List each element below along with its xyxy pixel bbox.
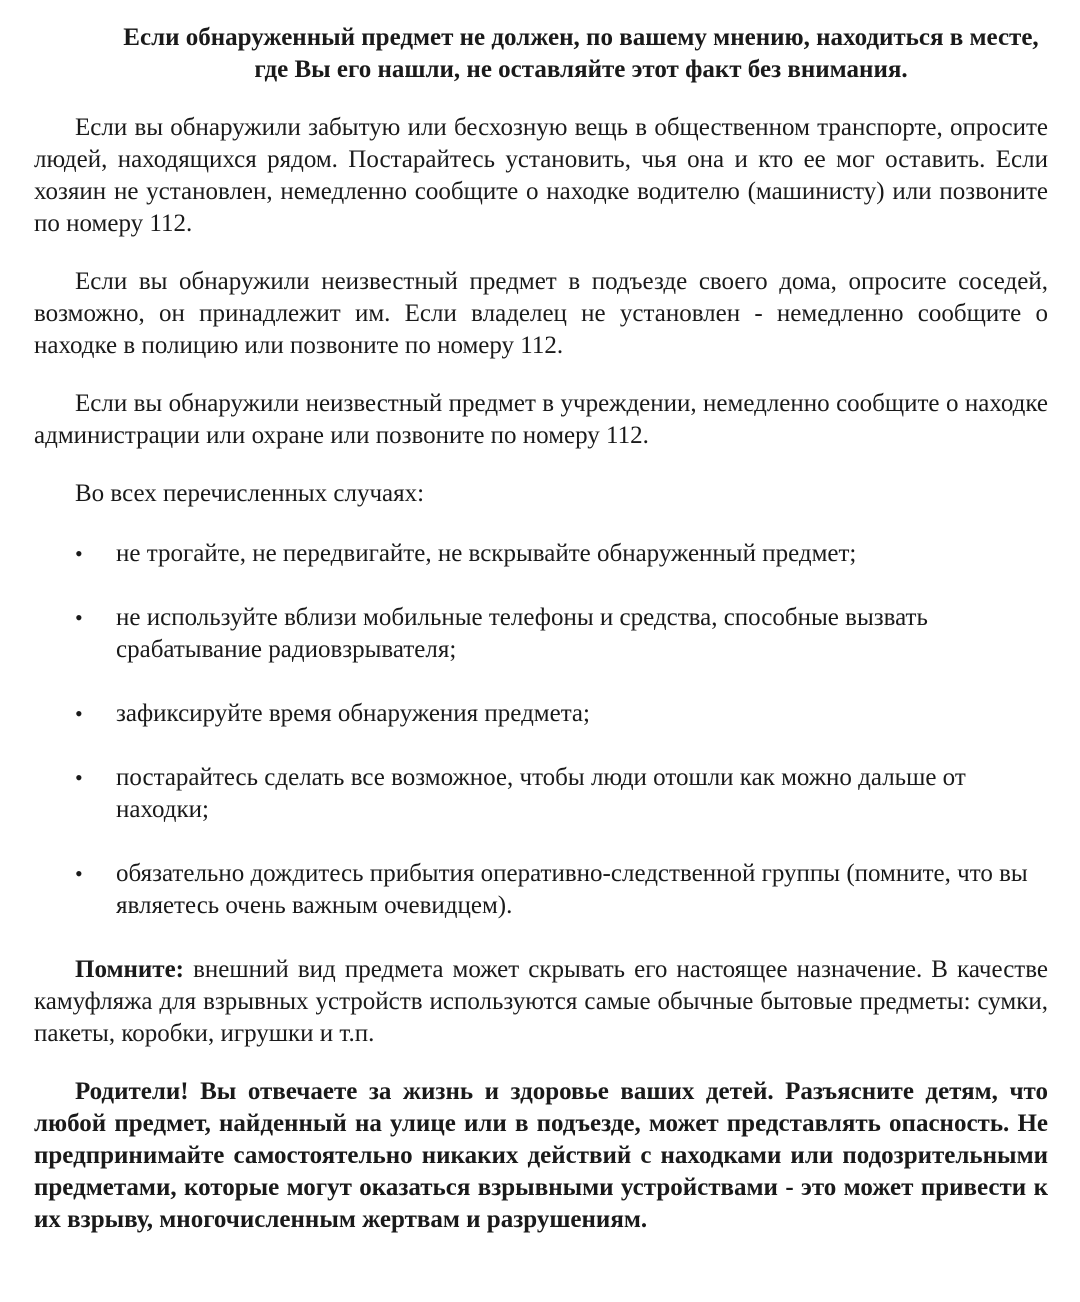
bullet-icon: • [75,605,83,630]
instructions-list [34,538,1048,922]
list-item [34,858,1048,922]
list-item-text: зафиксируйте время обнаружения предмета; [116,700,590,727]
document-page [34,22,1048,1262]
bullet-icon: • [75,541,83,566]
list-item [34,602,1048,666]
list-item [34,538,1048,570]
paragraph-remember [34,954,1048,1050]
list-intro: Во всех перечисленных случаях: [75,480,425,507]
list-item-text: обязательно дождитесь прибытия оперативно-следственной группы (помните, что вы являетесь очень важным очевидцем). [116,860,1028,919]
paragraph-institution: Если вы обнаружили неизвестный предмет в учреждении, немедленно сообщите о находке администрации или охране или позвоните по номеру 112. [34,390,1048,449]
list-item [34,698,1048,730]
list-item [34,762,1048,826]
list-item-text: не трогайте, не передвигайте, не вскрывайте обнаруженный предмет; [116,540,857,567]
bullet-icon: • [75,701,83,726]
list-item-text: постарайтесь сделать все возможное, чтобы люди отошли как можно дальше от находки; [116,764,966,823]
paragraph-transport: Если вы обнаружили забытую или бесхозную вещь в общественном транспорте, опросите людей, находящихся рядом. Постарайтесь установить, чья она и кто ее мог оставить. Если хозяин не установлен, немедленно сообщите о находке водителю (машинисту) или позвоните по номеру 112. [34,114,1048,237]
remember-label: Помните: [75,956,185,983]
list-item-text: не используйте вблизи мобильные телефоны и средства, способные вызвать срабатывание радиовзрывателя; [116,604,928,663]
bullet-icon: • [75,861,83,886]
document-title: Если обнаруженный предмет не должен, по вашему мнению, находиться в месте, где Вы его нашли, не оставляйте этот факт без внимания. [123,24,1039,83]
parents-warning: Родители! Вы отвечаете за жизнь и здоровье ваших детей. Разъясните детям, что любой предмет, найденный на улице или в подъезде, может представлять опасность. Не предпринимайте самостоятельно никаких действий с находками или подозрительными предметами, которые могут оказаться взрывными устройствами - это может привести к их взрыву, многочисленным жертвам и разрушениям. [34,1078,1048,1233]
paragraph-entrance: Если вы обнаружили неизвестный предмет в подъезде своего дома, опросите соседей, возможно, он принадлежит им. Если владелец не установлен - немедленно сообщите о находке в полицию или позвоните по номеру 112. [34,268,1048,359]
remember-text: внешний вид предмета может скрывать его настоящее назначение. В качестве камуфляжа для взрывных устройств используются самые обычные бытовые предметы: сумки, пакеты, коробки, игрушки и т.п. [34,956,1048,1047]
bullet-icon: • [75,765,83,790]
